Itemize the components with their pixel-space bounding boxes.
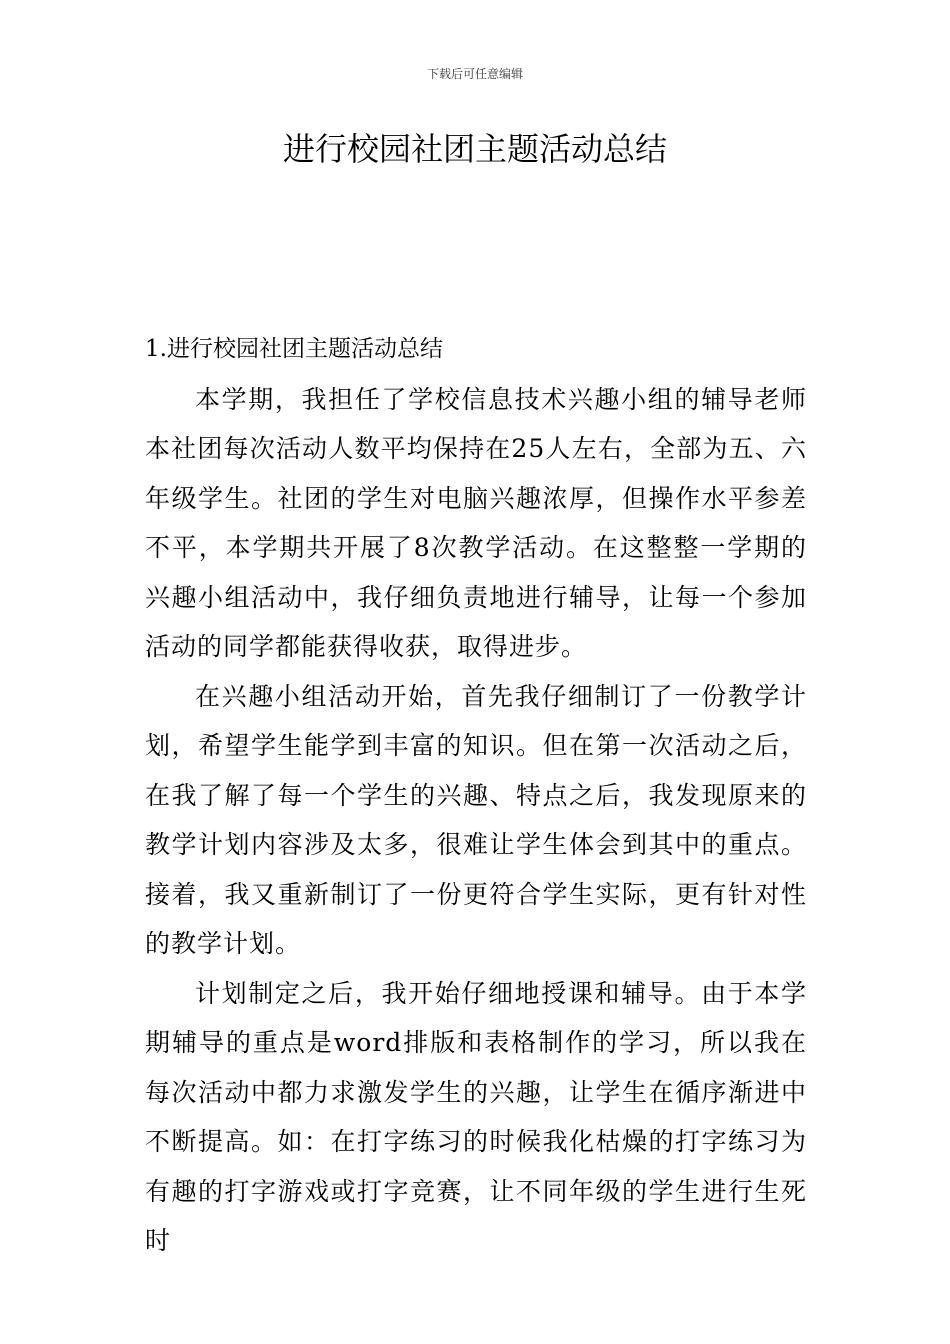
header-note: 下载后可任意编辑 [426, 67, 523, 81]
paragraph-1: 本学期，我担任了学校信息技术兴趣小组的辅导老师本社团每次活动人数平均保持在25人左右，全部为五、六年级学生。社团的学生对电脑兴趣浓厚，但操作水平参差不平，本学期共开展了8次教学活动。在这整整一学期的兴趣小组活动中，我仔细负责地进行辅导，让每一个参加活动的同学都能获得收获，取得进步。 [145, 384, 807, 661]
document-body [145, 325, 807, 1266]
paragraph-2: 在兴趣小组活动开始，首先我仔细制订了一份教学计划，希望学生能学到丰富的知识。但在第一次活动之后，在我了解了每一个学生的兴趣、特点之后，我发现原来的教学计划内容涉及太多，很难让学生体会到其中的重点。接着，我又重新制订了一份更符合学生实际，更有针对性的教学计划。 [145, 681, 807, 958]
section-heading: 1.进行校园社团主题活动总结 [145, 336, 443, 362]
paragraph-3: 计划制定之后，我开始仔细地授课和辅导。由于本学期辅导的重点是word排版和表格制作的学习，所以我在每次活动中都力求激发学生的兴趣，让学生在循序渐进中不断提高。如：在打字练习的时候我化枯燥的打字练习为有趣的打字游戏或打字竞赛，让不同年级的学生进行生死时 [145, 978, 807, 1255]
document-title: 进行校园社团主题活动总结 [282, 130, 667, 168]
